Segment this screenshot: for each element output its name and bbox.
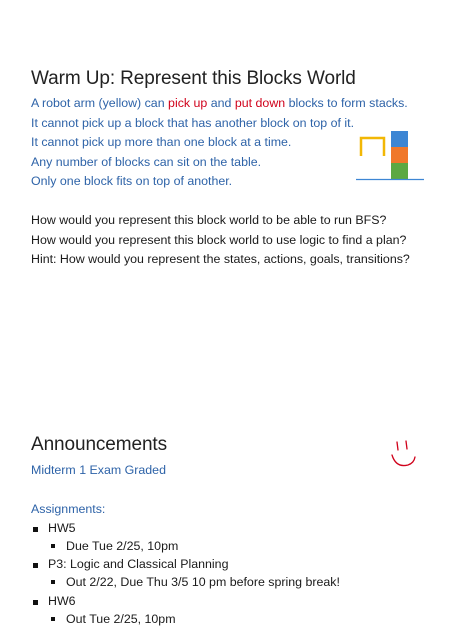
block-blue	[391, 131, 408, 147]
intro-and: and	[207, 96, 235, 110]
assignment-hw5-detail: Due Tue 2/25, 10pm	[66, 539, 179, 553]
bullet-icon	[33, 527, 38, 532]
pick-up-keyword: pick up	[168, 96, 208, 110]
blocks-world-diagram	[350, 126, 430, 184]
hint-line: Hint: How would you represent the states, actions, goals, transitions?	[31, 252, 410, 266]
intro-pre: A robot arm (yellow) can	[31, 96, 169, 110]
assignments-label: Assignments:	[31, 502, 106, 516]
rule-line: Any number of blocks can sit on the table.	[31, 155, 262, 169]
intro-post: blocks to form stacks.	[285, 96, 408, 110]
robot-arm-gripper	[361, 138, 384, 156]
put-down-keyword: put down	[234, 96, 286, 110]
question-line: How would you represent this block world to be able to run BFS?	[31, 213, 387, 227]
assignment-hw6-detail: Out Tue 2/25, 10pm	[66, 612, 176, 626]
rule-line: Only one block fits on top of another.	[31, 174, 233, 188]
rule-line: It cannot pick up more than one block at a time.	[31, 135, 292, 149]
midterm-graded-link[interactable]: Midterm 1 Exam Graded	[31, 463, 166, 477]
assignment-hw6: HW6	[48, 594, 76, 608]
bullet-icon	[33, 563, 38, 568]
assignment-hw5: HW5	[48, 521, 76, 535]
announcements-title: Announcements	[31, 434, 168, 455]
bullet-icon	[51, 544, 55, 548]
intro-line	[31, 96, 408, 110]
block-orange	[391, 147, 408, 163]
question-line: How would you represent this block world to use logic to find a plan?	[31, 233, 407, 247]
bullet-icon	[33, 600, 38, 605]
smiley-doodle-icon	[388, 436, 422, 472]
warmup-title: Warm Up: Represent this Blocks World	[31, 68, 356, 89]
bullet-icon	[51, 617, 55, 621]
assignment-p3-detail: Out 2/22, Due Thu 3/5 10 pm before spring break!	[66, 575, 340, 589]
bullet-icon	[51, 580, 55, 584]
block-green	[391, 163, 408, 179]
assignment-p3: P3: Logic and Classical Planning	[48, 557, 229, 571]
rule-line: It cannot pick up a block that has another block on top of it.	[31, 116, 355, 130]
